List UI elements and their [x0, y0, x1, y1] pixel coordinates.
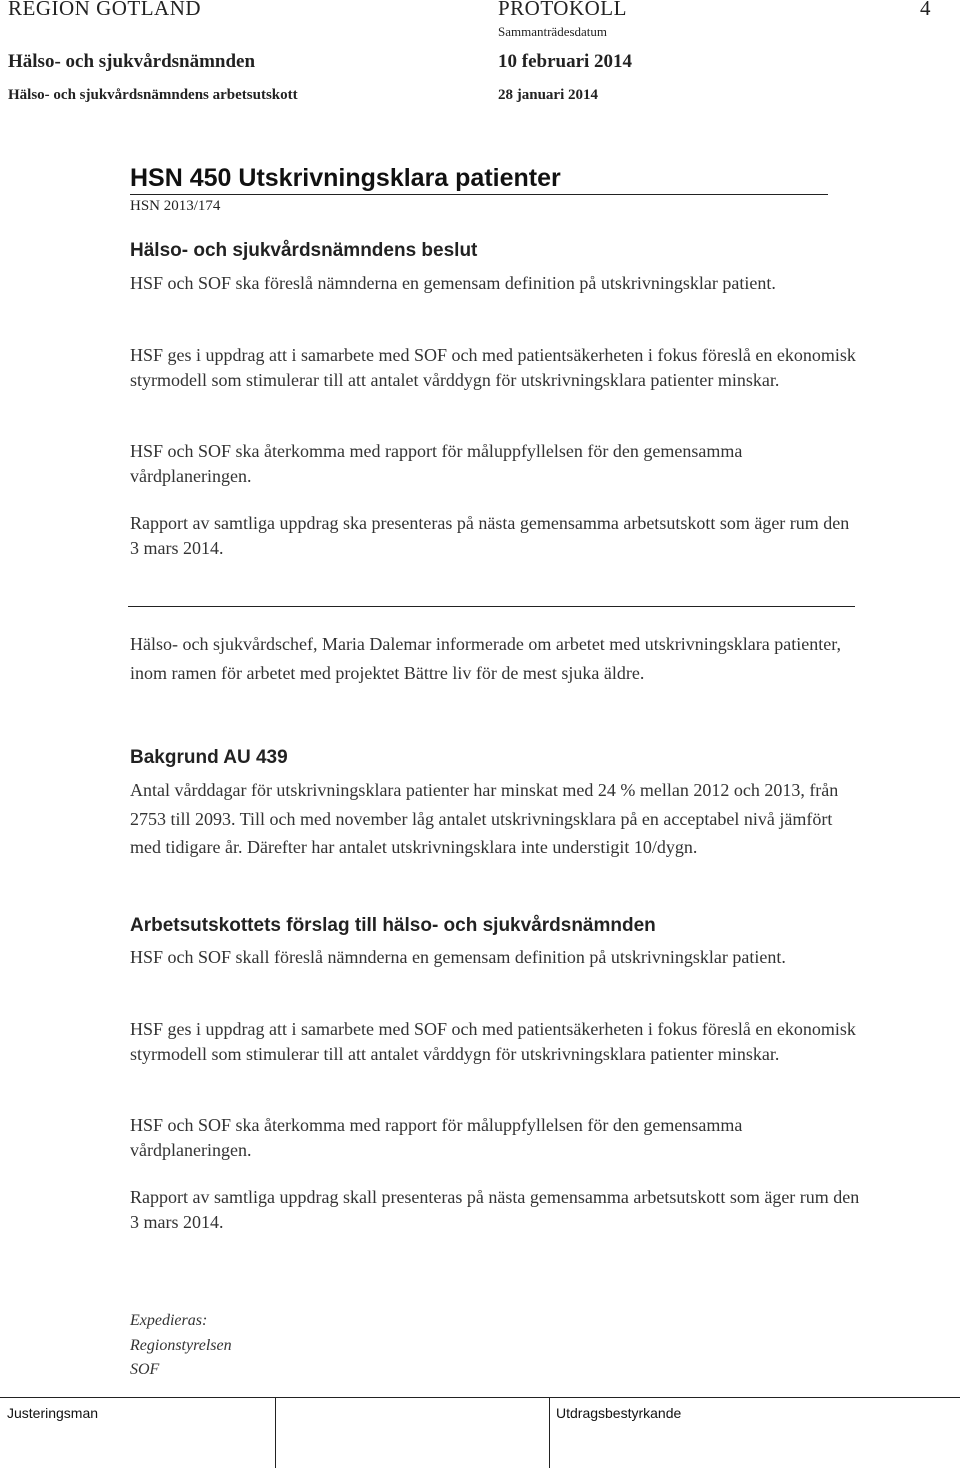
- signature-footer: [0, 1397, 960, 1468]
- decision-paragraph: Rapport av samtliga uppdrag ska presenteras på nästa gemensamma arbetsutskott som äger rum den 3 mars 2014.: [130, 513, 850, 558]
- document-type: PROTOKOLL: [498, 0, 627, 20]
- working-committee-date: 28 januari 2014: [498, 87, 599, 103]
- decision-paragraph: HSF ges i uppdrag att i samarbete med SOF och med patientsäkerheten i fokus föreslå en ekonomisk styrmodell som stimulerar till att antalet vårddygn för utskrivningsklara patienter minskar.: [130, 345, 856, 390]
- background-heading: Bakgrund AU 439: [130, 747, 288, 768]
- signature-box: [275, 1398, 550, 1468]
- committee-date: 10 februari 2014: [498, 51, 633, 72]
- decision-paragraph: HSF och SOF ska återkomma med rapport för måluppfyllelsen för den gemensamma vårdplaneringen.: [130, 441, 743, 486]
- distribution-recipient: SOF: [130, 1361, 160, 1378]
- page-number: 4: [920, 0, 931, 20]
- working-committee-name: Hälso- och sjukvårdsnämndens arbetsutskott: [8, 87, 298, 103]
- proposal-paragraph: HSF och SOF ska återkomma med rapport för måluppfyllelsen för den gemensamma vårdplaneringen.: [130, 1115, 743, 1160]
- decision-paragraph: HSF och SOF ska föreslå nämnderna en gemensam definition på utskrivningsklar patient.: [130, 273, 776, 293]
- meeting-date-label: Sammanträdesdatum: [498, 24, 608, 39]
- item-title: HSN 450 Utskrivningsklara patienter: [130, 164, 561, 192]
- case-number: HSN 2013/174: [130, 198, 221, 214]
- background-paragraph: Antal vårddagar för utskrivningsklara patienter har minskat med 24 % mellan 2012 och 2013, från 2753 till 2093. Till och med november låg antalet utskrivningsklara på en acceptabel nivå jämfört med tidigare år. Därefter har antalet utskrivningsklara inte understigit 10/dygn.: [130, 780, 839, 857]
- committee-name: Hälso- och sjukvårdsnämnden: [8, 51, 256, 72]
- organization-name: REGION GOTLAND: [8, 0, 202, 20]
- item-title-block: [130, 164, 828, 195]
- utdrag-label: Utdragsbestyrkande: [556, 1405, 682, 1421]
- distribution-list: [130, 1309, 232, 1383]
- section-divider: [128, 606, 855, 607]
- distribution-recipient: Regionstyrelsen: [130, 1336, 232, 1354]
- proposal-paragraph: Rapport av samtliga uppdrag skall presenteras på nästa gemensamma arbetsutskott som äger rum den 3 mars 2014.: [130, 1187, 860, 1232]
- decision-heading: Hälso- och sjukvårdsnämndens beslut: [130, 240, 478, 261]
- utdrag-box: [549, 1398, 959, 1468]
- information-paragraph: Hälso- och sjukvårdschef, Maria Dalemar informerade om arbetet med utskrivningsklara patienter, inom ramen för arbetet med projektet Bättre liv för de mest sjuka äldre.: [130, 634, 842, 683]
- proposal-paragraph: HSF och SOF skall föreslå nämnderna en gemensam definition på utskrivningsklar patient.: [130, 947, 786, 967]
- proposal-heading: Arbetsutskottets förslag till hälso- och sjukvårdsnämnden: [130, 915, 656, 936]
- justering-box: [0, 1398, 276, 1468]
- justering-label: Justeringsman: [7, 1405, 99, 1421]
- distribution-label: Expedieras:: [130, 1312, 208, 1329]
- proposal-paragraph: HSF ges i uppdrag att i samarbete med SOF och med patientsäkerheten i fokus föreslå en ekonomisk styrmodell som stimulerar till att antalet vårddygn för utskrivningsklara patienter minskar.: [130, 1019, 856, 1064]
